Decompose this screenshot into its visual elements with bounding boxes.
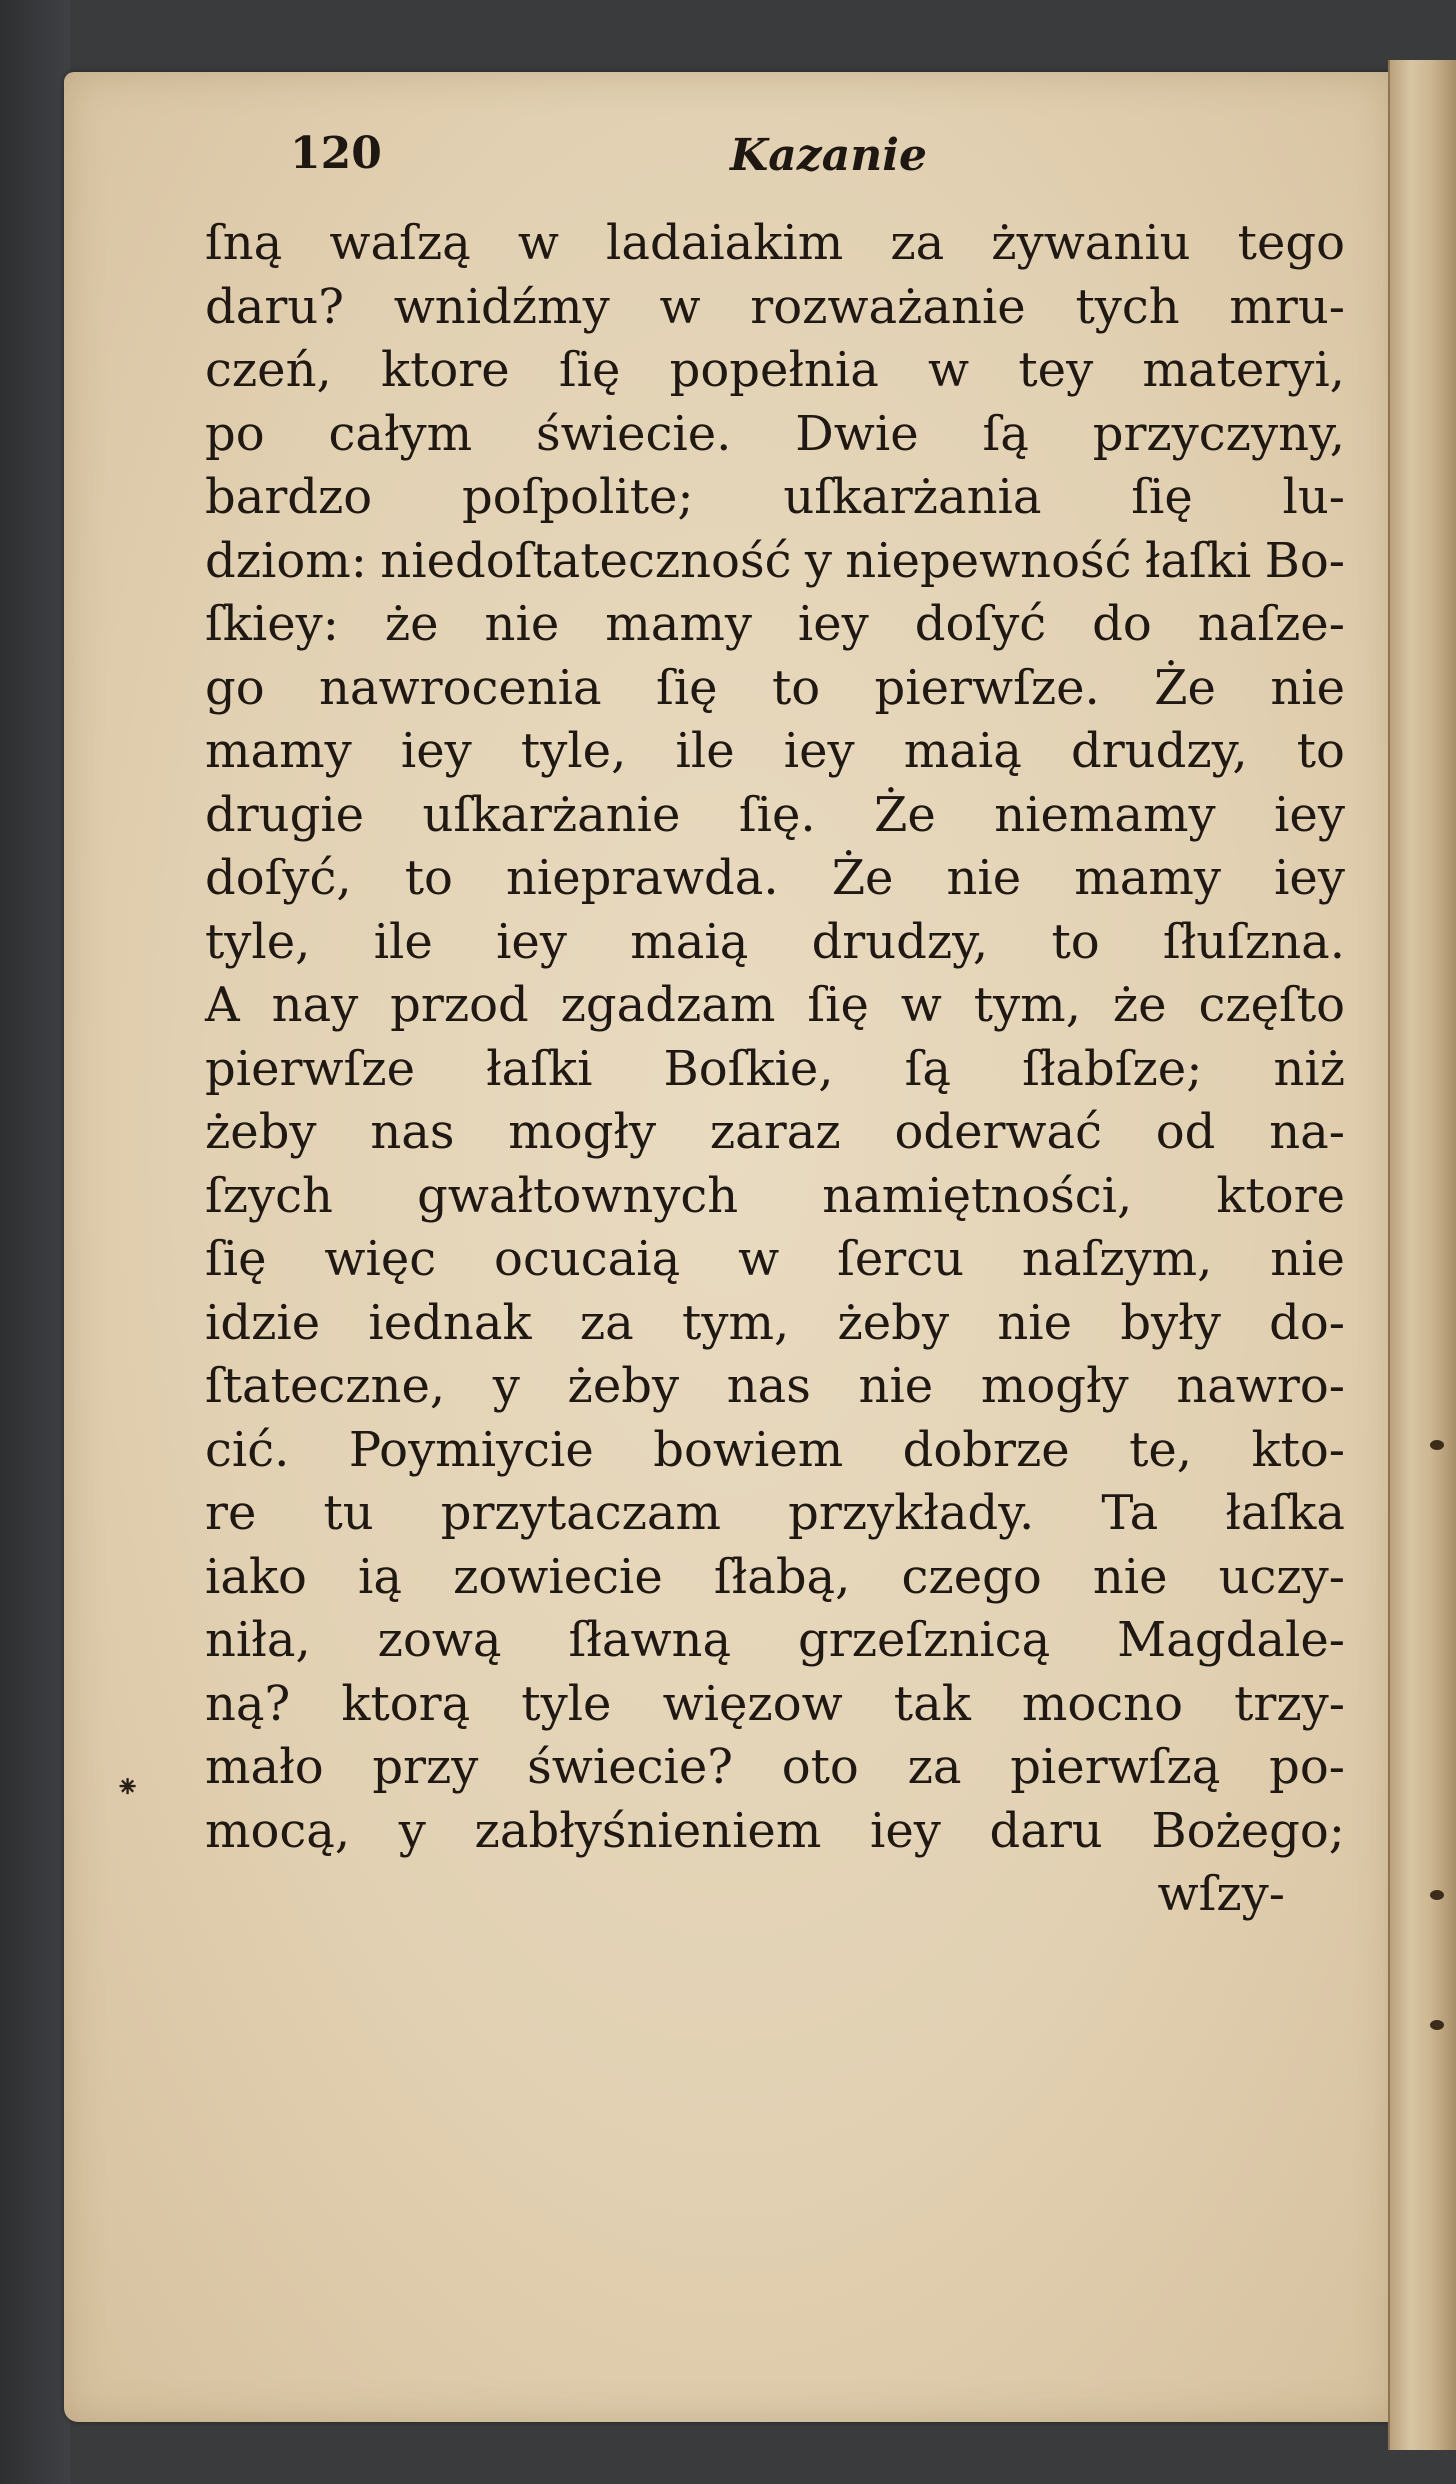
text-line: re tu przytaczam przykłady. Ta łaſka (205, 1485, 1345, 1541)
ink-spot (1430, 1440, 1444, 1450)
text-line: ſkiey: że nie mamy iey doſyć do naſze- (205, 596, 1345, 652)
margin-mark: ⁕ (115, 1770, 141, 1805)
running-title: Kazanie (730, 130, 927, 181)
text-line: mocą, y zabłyśnieniem iey daru Bożego; (205, 1802, 1345, 1859)
text-line: ſtateczne, y żeby nas nie mogły nawro- (205, 1358, 1345, 1414)
text-line: iako ią zowiecie ſłabą, czego nie uczy- (205, 1548, 1345, 1605)
ink-spot (1430, 1890, 1444, 1900)
text-line: bardzo poſpolite; uſkarżania ſię lu- (205, 469, 1345, 525)
text-line: daru? wnidźmy w rozważanie tych mru- (205, 278, 1345, 335)
facing-page-edge (1388, 60, 1456, 2450)
text-line: czeń, ktore ſię popełnia w tey materyi, (205, 342, 1345, 398)
text-line: dziom: niedoſtateczność y niepewność łaſki Bo- (205, 532, 1345, 589)
text-line: żeby nas mogły zaraz oderwać od na- (205, 1104, 1345, 1160)
text-line: mało przy świecie? oto za pierwſzą po- (205, 1739, 1345, 1795)
text-line: go nawrocenia ſię to pierwſze. Że nie (205, 659, 1345, 716)
text-line: ną? ktorą tyle więzow tak mocno trzy- (205, 1675, 1345, 1732)
text-line: po całym świecie. Dwie ſą przyczyny, (205, 405, 1345, 462)
text-line: idzie iednak za tym, żeby nie były do- (205, 1294, 1345, 1351)
page-header (230, 128, 1330, 208)
text-line: mamy iey tyle, ile iey maią drudzy, to (205, 723, 1345, 779)
text-line: pierwſze łaſki Boſkie, ſą ſłabſze; niż (205, 1040, 1345, 1097)
text-line: ſię więc ocucaią w ſercu naſzym, nie (205, 1231, 1345, 1287)
scanner-background (0, 0, 70, 2484)
page-number: 120 (290, 128, 382, 179)
ink-spot (1430, 2020, 1444, 2030)
text-line: doſyć, to nieprawda. Że nie mamy iey (205, 850, 1345, 906)
text-line: tyle, ile iey maią drudzy, to ſłuſzna. (205, 913, 1345, 970)
text-line: drugie uſkarżanie ſię. Że niemamy iey (205, 786, 1345, 843)
text-line: ſną waſzą w ladaiakim za żywaniu tego (205, 215, 1345, 271)
text-line: A nay przod zgadzam ſię w tym, że częſto (205, 977, 1345, 1033)
text-line: niła, zową ſławną grzeſznicą Magdale- (205, 1612, 1345, 1668)
text-line: ſzych gwałtownych namiętności, ktore (205, 1167, 1345, 1224)
text-line: cić. Poymiycie bowiem dobrze te, kto- (205, 1421, 1345, 1478)
body-text (205, 212, 1345, 1927)
text-line: wſzy- (1157, 1866, 1285, 1922)
